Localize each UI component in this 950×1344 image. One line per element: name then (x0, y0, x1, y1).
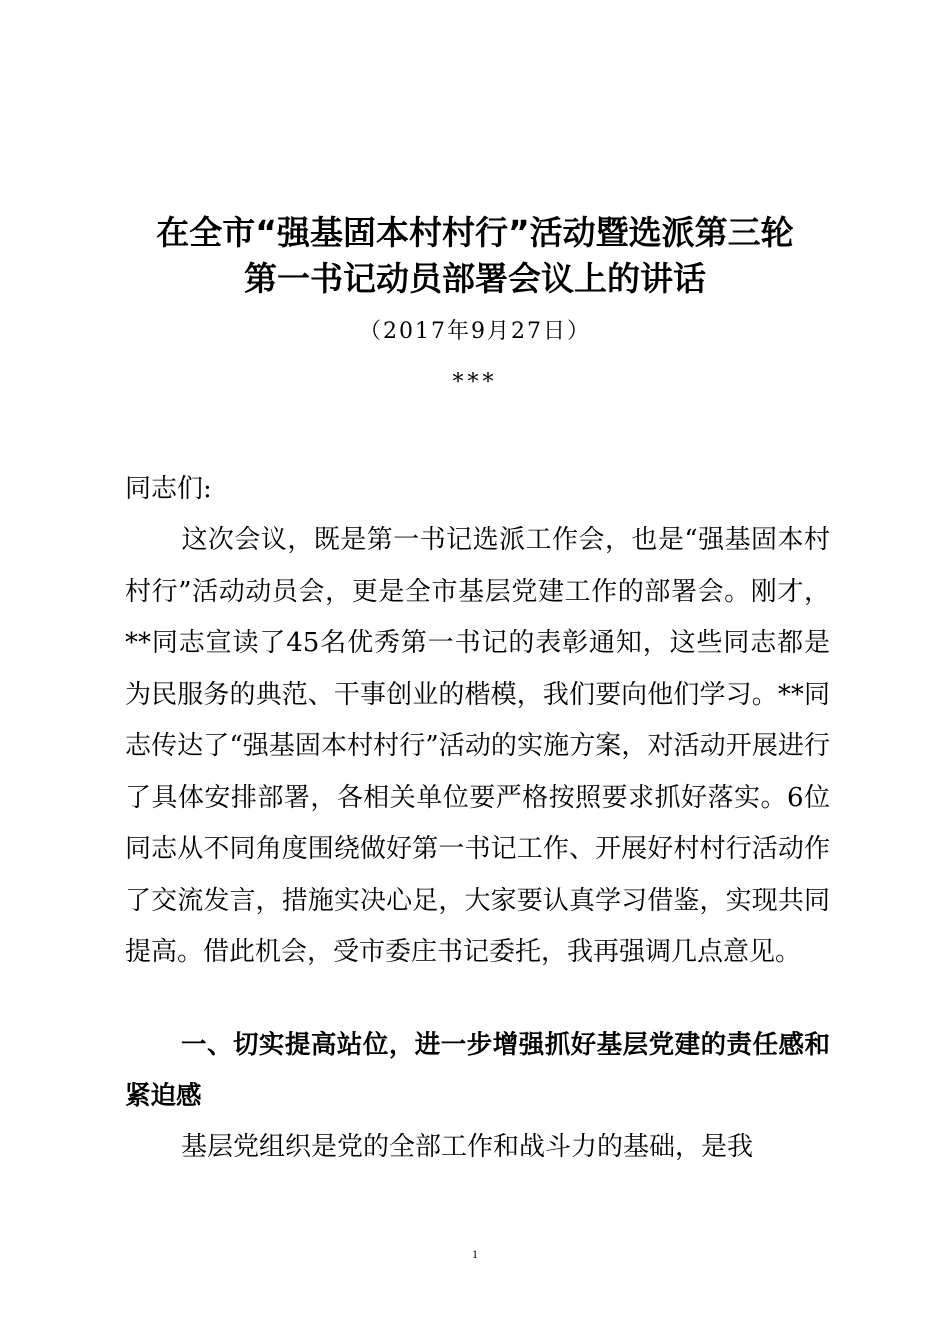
document-title (100, 210, 850, 302)
paragraph-1-text: 这次会议，既是第一书记选派工作会，也是“强基固本村村行”活动动员会，更是全市基层党建工作的部署会。刚才，**同志宣读了45名优秀第一书记的表彰通知，这些同志都是为民服务的典范、干事创业的楷模，我们要向他们学习。**同志传达了“强基固本村村行”活动的实施方案，对活动开展进行了具体安排部署，各相关单位要严格按照要求抓好落实。6位同志从不同角度围绕做好第一书记工作、开展好村村行活动作了交流发言，措施实决心足，大家要认真学习借鉴，实现共同提高。借此机会，受市委庄书记委托，我再强调几点意见。 (125, 525, 830, 967)
title-line-1: 在全市“强基固本村村行”活动暨选派第三轮 (156, 213, 794, 252)
body-paragraph-2: 基层党组织是党的全部工作和战斗力的基础，是我 (181, 1132, 754, 1162)
salutation: 同志们: (125, 474, 212, 504)
title-line-2: 第一书记动员部署会议上的讲话 (244, 259, 706, 298)
section-heading-1: 一、切实提高站位，进一步增强抓好基层党建的责任感和紧迫感 (125, 1030, 830, 1111)
page-number: 1 (472, 1247, 478, 1261)
speaker-name: *** (452, 370, 498, 395)
speech-date: （2017年9月27日） (359, 319, 591, 344)
body-paragraph-1 (125, 515, 830, 979)
